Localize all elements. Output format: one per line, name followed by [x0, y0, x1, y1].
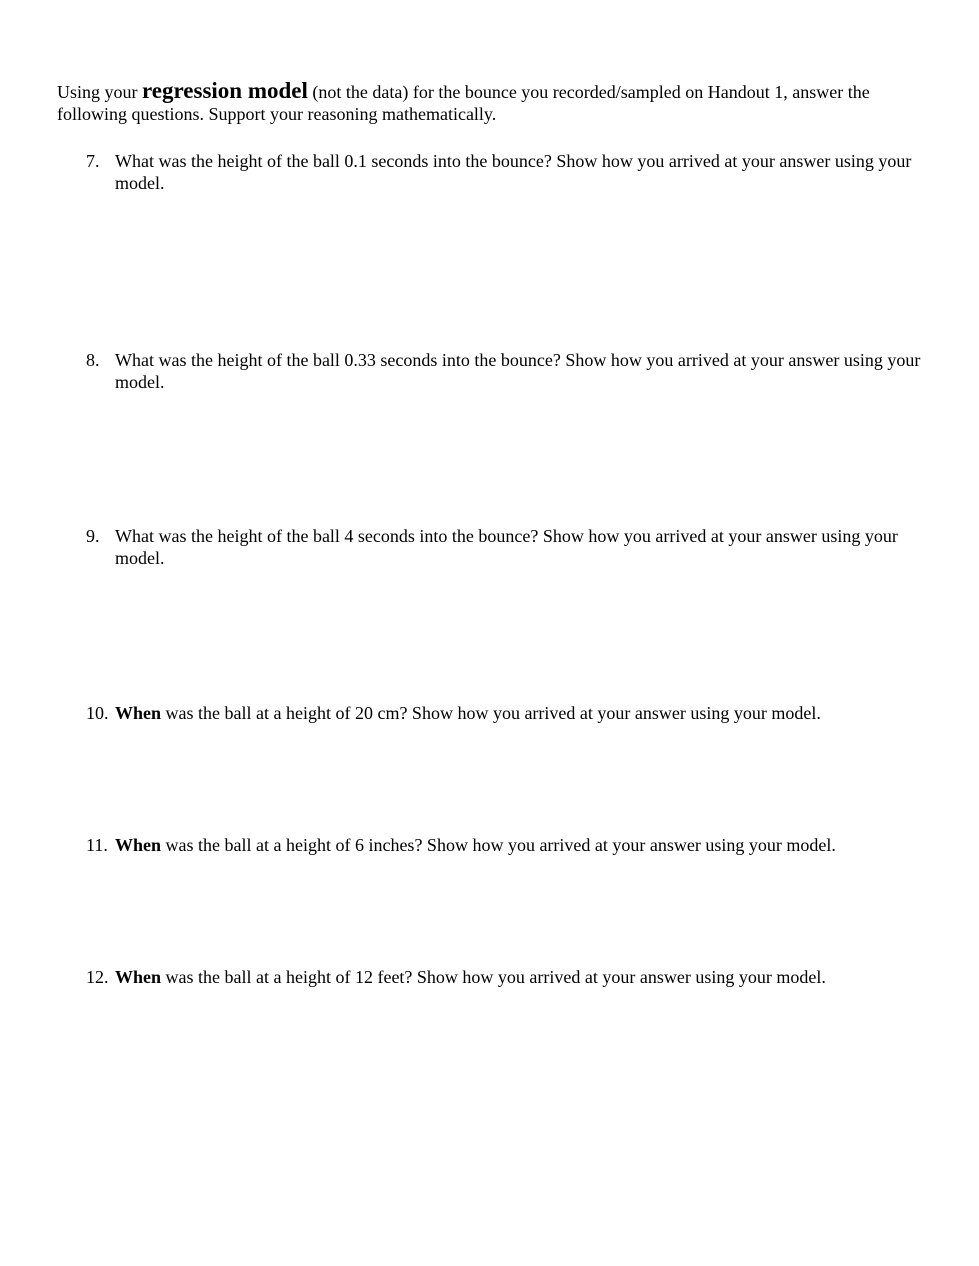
- question-10: [86, 702, 926, 724]
- question-body: What was the height of the ball 0.33 seconds into the bounce? Show how you arrived at your answer using your model.: [115, 350, 921, 392]
- question-number: 10.: [86, 703, 109, 723]
- question-number: 9.: [86, 526, 100, 546]
- question-7: [86, 150, 926, 194]
- instructions-suffix: (not the data) for the bounce you recorded/sampled on Handout 1, answer the following questions. Support your reasoning mathematically.: [57, 82, 870, 124]
- question-number: 7.: [86, 151, 100, 171]
- question-text: [115, 349, 926, 393]
- question-text: [115, 525, 926, 569]
- question-number: 11.: [86, 835, 108, 855]
- question-text: [115, 150, 926, 194]
- instructions-prefix: Using your: [57, 82, 142, 102]
- instructions-emphasis: regression model: [142, 78, 308, 103]
- question-number: 12.: [86, 967, 109, 987]
- question-11: [86, 834, 926, 856]
- question-lead: When: [115, 835, 162, 855]
- question-text: [115, 834, 926, 856]
- question-lead: When: [115, 703, 162, 723]
- instructions-paragraph: [57, 80, 937, 125]
- question-8: [86, 349, 926, 393]
- question-body: was the ball at a height of 12 feet? Show how you arrived at your answer using your model.: [161, 967, 826, 987]
- question-body: was the ball at a height of 20 cm? Show how you arrived at your answer using your model.: [161, 703, 821, 723]
- question-body: What was the height of the ball 4 seconds into the bounce? Show how you arrived at your answer using your model.: [115, 526, 898, 568]
- question-body: What was the height of the ball 0.1 seconds into the bounce? Show how you arrived at your answer using your model.: [115, 151, 912, 193]
- question-text: [115, 702, 926, 724]
- question-text: [115, 966, 926, 988]
- question-9: [86, 525, 926, 569]
- question-body: was the ball at a height of 6 inches? Show how you arrived at your answer using your model.: [161, 835, 836, 855]
- question-lead: When: [115, 967, 162, 987]
- question-number: 8.: [86, 350, 100, 370]
- question-12: [86, 966, 926, 988]
